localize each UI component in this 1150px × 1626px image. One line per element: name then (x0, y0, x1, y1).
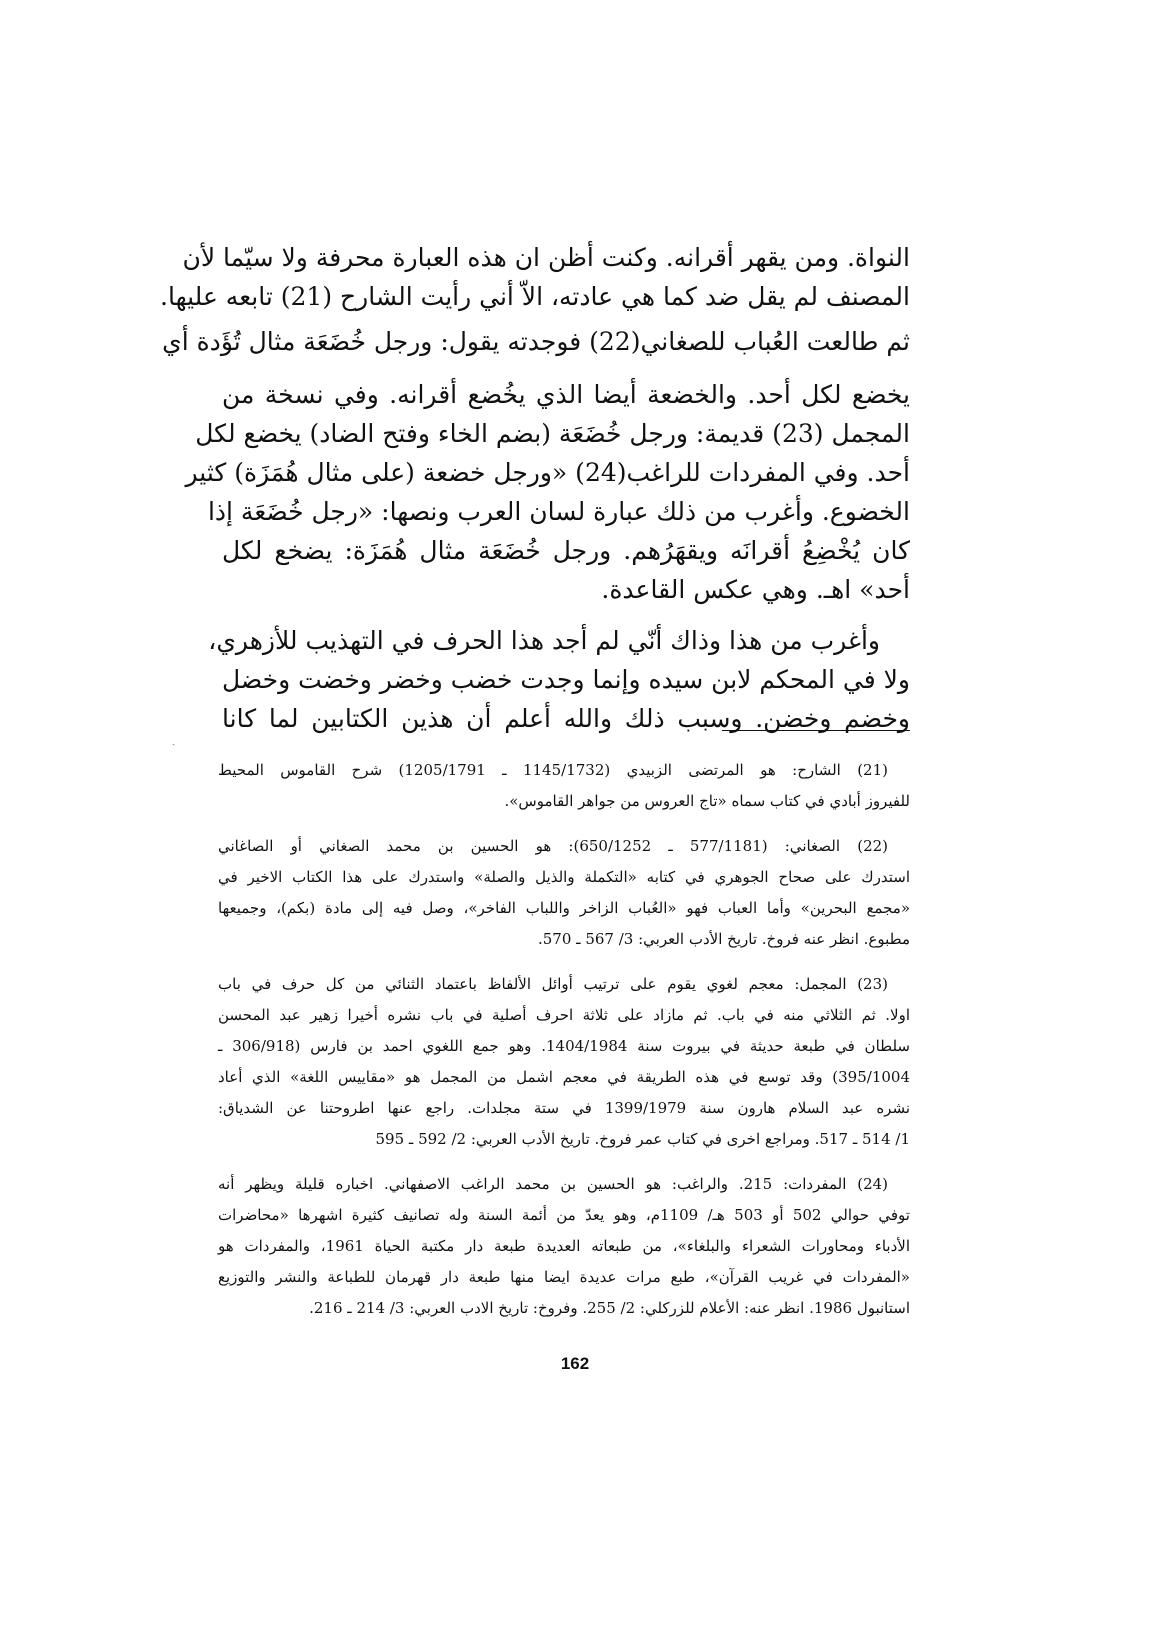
footnote-line: استانبول 1986. انظر عنه: الأعلام للزركلي: 2/ 255. وفروخ: تاريخ الادب العربي: 3/ 214 ـ 216. (309, 1299, 910, 1317)
footnote-line: 1/ 514 ـ 517. ومراجع اخرى في كتاب عمر فروخ. تاريخ الأدب العربي: 2/ 592 ـ 595 (375, 1130, 910, 1148)
footnote-22 (218, 831, 910, 955)
footnote-line: اولا. ثم الثلاثي منه في باب. ثم مازاد على ثلاثة احرف أصلية في باب نشره أخيرا زهير عبد المحسن (218, 1006, 910, 1024)
main-text-line: الخضوع. وأغرب من ذلك عبارة لسان العرب ونصها: «رجل خُضَعَة إذا (207, 497, 910, 526)
footnote-line: (24) المفردات: 215. والراغب: هو الحسين بن محمد الراغب الاصفهاني. اخباره قليلة ويظهر أنه (218, 1175, 889, 1193)
footnote-line: «المفردات في غريب القرآن»، طبع مرات عديدة ايضا منها طبعة دار قهرمان للطباعة والنشر والتوزيع (218, 1268, 910, 1286)
main-text-line: أحد. وفي المفردات للراغب(24) «ورجل خضعة (على مثال هُمَزَة) كثير (185, 458, 910, 487)
footnote-line: (21) الشارح: هو المرتضى الزبيدي (1145/1732 ـ 1205/1791) شرح القاموس المحيط (218, 761, 888, 779)
main-text-line: أحد» اهـ. وهي عكس القاعدة. (601, 575, 910, 604)
main-text-line: المجمل (23) قديمة: ورجل خُضَعَة (بضم الخاء وفتح الضاد) يخضع لكل (195, 419, 910, 448)
footnote-23 (218, 969, 910, 1155)
footnotes-block (218, 755, 910, 1338)
footnote-line: الأدباء ومحاورات الشعراء والبلغاء»، من طبعاته العديدة طبعة دار مكتبة الحياة 1961، والمفردات هو (218, 1237, 910, 1255)
main-text-line: وأغرب من هذا وذاك أنّي لم أجد هذا الحرف في التهذيب للأزهري، (208, 626, 880, 655)
main-text-line: ثم طالعت العُباب للصغاني(22) فوجدته يقول: ورجل خُضَعَة مثال تُؤَدة أي (162, 327, 910, 356)
main-text-line: ولا في المحكم لابن سيده وإنما وجدت خضب وخضر وخضت وخضل (222, 665, 910, 694)
main-text-line: النواة. ومن يقهر أقرانه. وكنت أظن ان هذه العبارة محرفة ولا سيّما لأن (182, 243, 910, 272)
footnote-line: سلطان في طبعة حديثة في بيروت سنة 1404/1984. وهو جمع اللغوي احمد بن فارس (306/918 ـ (218, 1037, 910, 1055)
footnote-line: مطبوع. انظر عنه فروخ. تاريخ الأدب العربي: 3/ 567 ـ 570. (537, 930, 910, 948)
main-text-line: كان يُخْضِعُ أقرانَه ويقهَرُهم. ورجل خُضَعَة مثال هُمَزَة: يضخع لكل (222, 536, 910, 565)
footnote-24 (218, 1169, 910, 1324)
page-number: 162 (560, 1354, 590, 1373)
scan-mark: ˎ (172, 735, 176, 746)
footnote-separator (722, 730, 910, 731)
footnote-line: (22) الصغاني: (577/1181 ـ 650/1252): هو الحسين بن محمد الصغاني أو الصاغاني (218, 837, 889, 855)
footnote-line: للفيروز أبادي في كتاب سماه «تاج العروس من جواهر القاموس». (504, 792, 910, 810)
footnote-line: «مجمع البحرين» وأما العباب فهو «العُباب الزاخر واللباب الفاخر»، وصل فيه إلى مادة (بكم)، وجميعها (218, 899, 910, 917)
main-text-line: يخضع لكل أحد. والخضعة أيضا الذي يخُضع أقرانه. وفي نسخة من (222, 380, 910, 409)
main-text-line: وخضم وخضن. وسبب ذلك والله أعلم أن هذين الكتابين لما كانا (222, 704, 910, 733)
footnote-line: نشره عبد السلام هارون سنة 1399/1979 في ستة مجلدات. راجع عنها اطروحتنا عن الشدياق: (218, 1099, 911, 1117)
footnote-21 (218, 755, 910, 817)
footnote-line: توفي حوالي 502 أو 503 هـ/ 1109م، وهو يعدّ من أئمة السنة وله تصانيف كثيرة اشهرها «محاضرات (218, 1206, 910, 1224)
main-text-line: المصنف لم يقل ضد كما هي عادته، الاّ أني رأيت الشارح (21) تابعه عليها. (160, 282, 910, 311)
footnote-line: 395/1004) وقد توسع في هذه الطريقة في معجم اشمل من المجمل هو «مقاييس اللغة» الذي أعاد (218, 1068, 910, 1086)
footnote-line: استدرك على صحاح الجوهري في كتابه «التكملة والذيل والصلة» واستدرك على هذا الكتاب الاخير في (218, 868, 910, 886)
main-text-block (160, 238, 910, 738)
footnote-line: (23) المجمل: معجم لغوي يقوم على ترتيب أوائل الألفاظ باعتماد الثنائي من كل حرف في باب (218, 975, 888, 993)
